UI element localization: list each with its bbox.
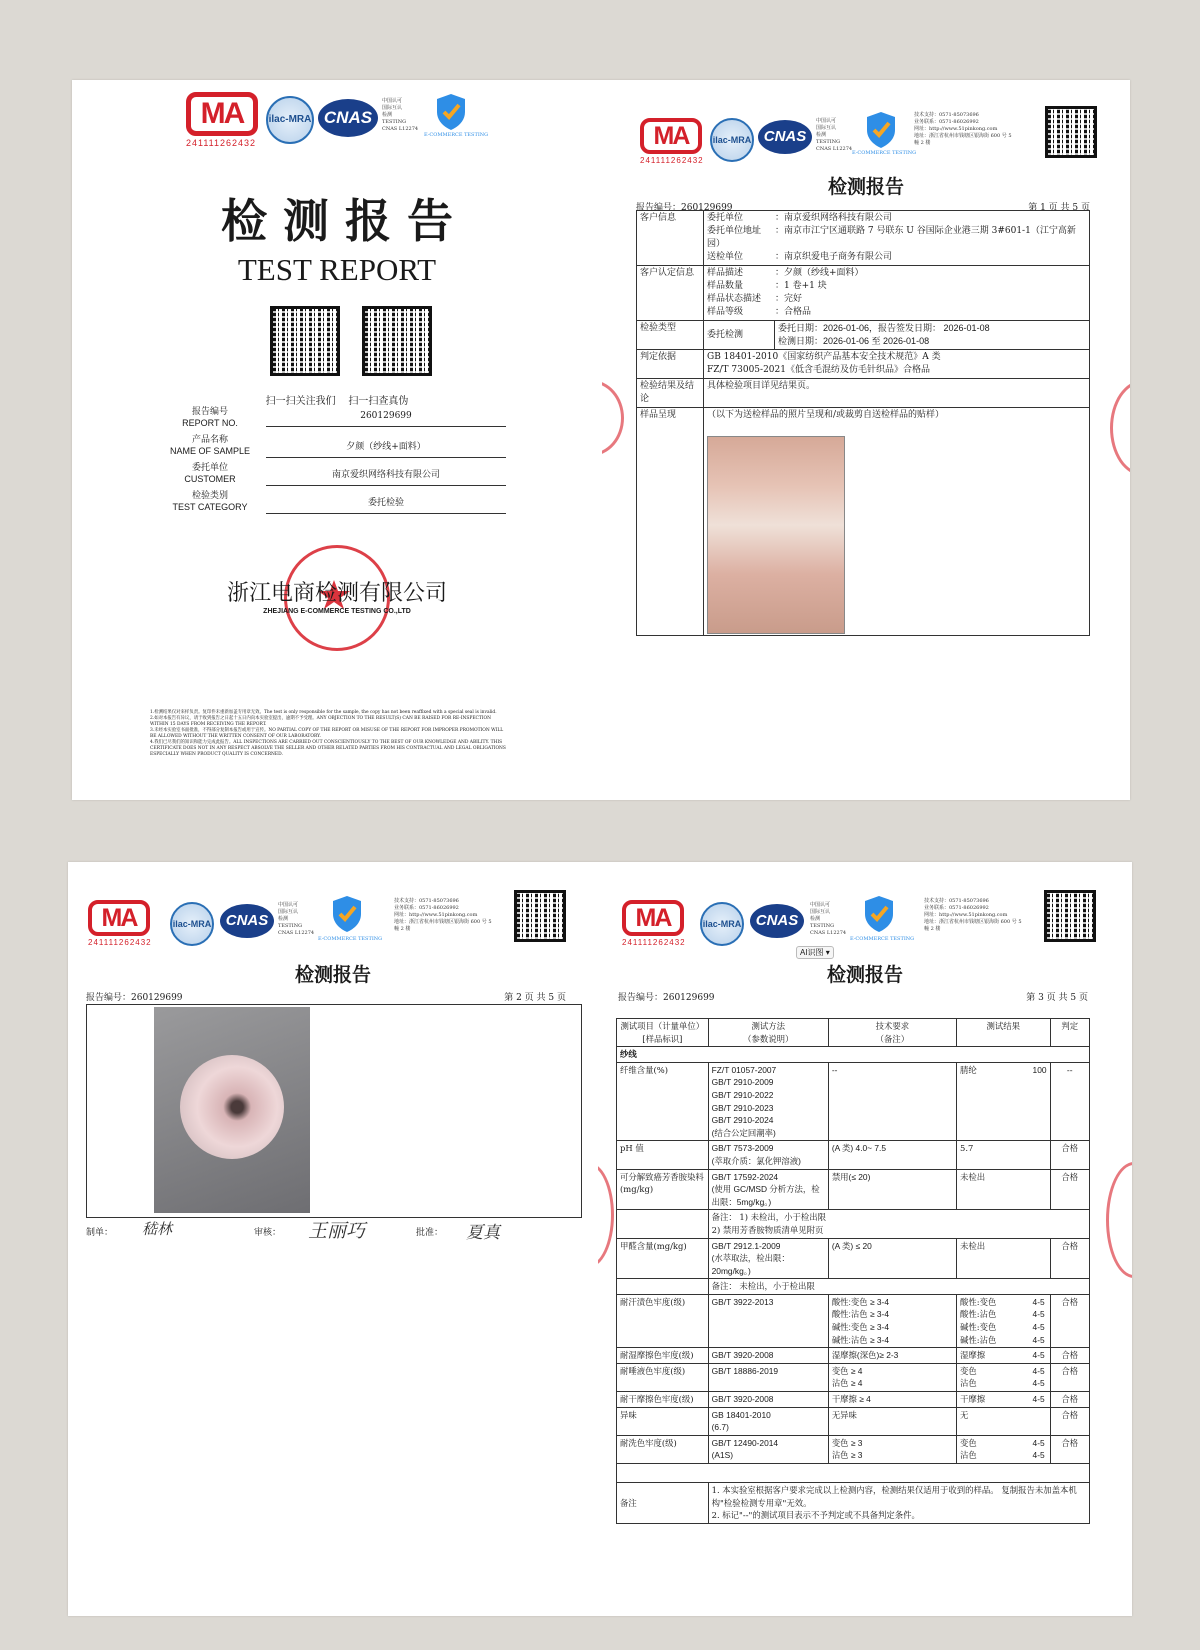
info-key: 送检单位	[707, 252, 744, 262]
result-value: 4-5	[1030, 1392, 1050, 1408]
section-label: 样品呈现	[637, 408, 704, 636]
cover-field-value: 夕颜（纱线+面料）	[266, 439, 506, 458]
cnas-side-line: CNAS L12274	[810, 930, 847, 936]
table-row	[617, 1279, 1090, 1295]
result-label: 未检出	[957, 1169, 1030, 1210]
result-value	[1030, 1238, 1050, 1279]
report-number: 报告编号：260129699	[636, 203, 733, 213]
ecommerce-label: E-COMMERCE TESTING	[852, 150, 917, 156]
table-row	[637, 211, 1090, 266]
result-value	[1030, 1407, 1050, 1435]
verdict: --	[1050, 1062, 1089, 1141]
test-item: 甲醛含量(mg/kg)	[617, 1238, 709, 1279]
ai-recognize-button[interactable]: AI识图 ▾	[796, 946, 834, 959]
cover-title-en: TEST REPORT	[237, 252, 437, 287]
ilac-mra-logo: ilac-MRA	[170, 902, 214, 946]
table-row	[637, 266, 1090, 321]
footnote-line: 1.检测结果仅对来样负责。复印件未重新加盖专用章无效。The test is only responsible for the sample, the copy has not been reaffixed with a special seal is invalid.	[150, 710, 497, 715]
result-label: 酸性:变色 酸性:沾色 碱性:变色 碱性:沾色	[957, 1294, 1030, 1347]
side-seal-left	[598, 1162, 614, 1268]
info-key: 委托单位地址	[707, 226, 762, 236]
table-row	[617, 1348, 1090, 1364]
table-header-cell: 测试方法 （参数说明）	[708, 1019, 828, 1047]
cover-field-label	[160, 463, 260, 485]
ecommerce-label: E-COMMERCE TESTING	[850, 936, 915, 942]
contact-info	[914, 112, 1024, 147]
requirement: 干摩擦 ≥ 4	[828, 1392, 956, 1408]
cnas-side-line: TESTING	[816, 139, 841, 145]
side-seal-right	[1106, 1162, 1132, 1278]
info-line	[707, 293, 1086, 306]
cnas-side-line: CNAS L12274	[816, 146, 853, 152]
info-line	[707, 267, 1086, 280]
basis-line: FZ/T 73005-2021《低含毛混纺及仿毛针织品》合格品	[707, 365, 930, 375]
footnote-line: 3.未经本实验室书面批准，不得部分复制本报告或用于宣传。NO PARTIAL COPY OF THE REPORT OR MISUSE OF THE REPORT FOR IMPROPER PROMOTION WILL BE ALLOWED WITHOUT THE WRITTEN CONSENT OF OUR LABORATORY.	[150, 728, 504, 739]
contact-line: 地址：浙江省杭州市钱塘区银海街 600 号 5	[924, 919, 1022, 925]
cnas-side-line: 检测	[810, 916, 821, 922]
result-value: 4-5 4-5 4-5 4-5	[1030, 1294, 1050, 1347]
verdict: 合格	[1050, 1348, 1089, 1364]
test-item: 耐汗渍色牢度(级)	[617, 1294, 709, 1347]
result-label: 变色 沾色	[957, 1363, 1030, 1391]
info-key: 样品数量	[707, 281, 744, 291]
contact-line: 网址：http://www.51pinkong.com	[394, 912, 478, 918]
info-value: ：南京市江宁区通联路 7 号联东 U 谷国际企业港三期 3#601-1（江宁高新园）	[707, 226, 1076, 249]
test-method: GB/T 3920-2008	[708, 1392, 828, 1408]
cover-field-value: 260129699	[266, 411, 506, 427]
test-item: 耐湿摩擦色牢度(级)	[617, 1348, 709, 1364]
footnote-line: 2.如对本报告有异议，请于收到报告之日起十五日内向本实验室提出，逾期不予受理。ANY OBJECTION TO THE RESULT(S) CAN BE RAISED FOR RE-INSPECTION WITHIN 15 DAYS FROM RECEIVING THE REPORT.	[150, 716, 491, 727]
cover-field-label-cn: 委托单位	[191, 463, 228, 473]
customer-info-table	[636, 210, 1090, 636]
verdict: 合格	[1050, 1294, 1089, 1347]
cover-field-label-cn: 检验类别	[191, 491, 228, 501]
table-header-row	[617, 1019, 1090, 1047]
ecommerce-shield-icon	[864, 110, 898, 150]
conclusion: 具体检验项目详见结果页。	[704, 379, 1090, 408]
company-name-en: ZHEJIANG E-COMMERCE TESTING CO.,LTD	[263, 608, 411, 615]
table-row	[617, 1392, 1090, 1408]
approver-signature: 夏真	[466, 1223, 500, 1243]
remark-text: 1. 本实验室根据客户要求完成以上检测内容，检测结果仅适用于收到的样品。 复制报告未加盖本机构"检验检测专用章"无效。 2. 标记"--"的测试项目表示不予判定或不具备判定条件。	[708, 1483, 1089, 1524]
row-note: 备注： 未检出，小于检出限	[708, 1279, 1089, 1295]
checker-signature: 王丽巧	[308, 1220, 366, 1242]
remarks-row	[617, 1483, 1090, 1524]
cnas-side-line: TESTING	[382, 119, 407, 125]
result-label: 干摩擦	[957, 1392, 1030, 1408]
maker-signature: 嵇林	[142, 1220, 173, 1238]
table-row	[637, 408, 1090, 636]
test-method: GB/T 3920-2008	[708, 1348, 828, 1364]
section-items	[704, 211, 1090, 266]
cnas-side-line: 检测	[382, 112, 393, 118]
contact-line: 幢 2 楼	[924, 926, 941, 932]
info-value: ：合格品	[775, 307, 812, 317]
cnas-side-text	[810, 902, 850, 937]
remark-label: 备注	[617, 1483, 709, 1524]
ilac-mra-logo: ilac-MRA	[700, 902, 744, 946]
cover-field-label-cn: 报告编号	[191, 407, 228, 417]
contact-info	[394, 898, 504, 933]
table-header-cell: 测试结果	[957, 1019, 1051, 1047]
info-line	[707, 280, 1086, 293]
requirement: 变色 ≥ 4 沾色 ≥ 4	[828, 1363, 956, 1391]
cma-logo: MA 241111262432	[88, 900, 152, 947]
contact-line: 技术支持：0571-85073696	[914, 112, 979, 118]
cnas-side-line: 检测	[278, 916, 289, 922]
footnote-line: 4.我们已尽我们的知识和能力完成此报告。ALL INSPECTIONS ARE CARRIED OUT CONSCIENTIOUSLY TO THE BEST OF OUR KNOWLEDGE AND ABILITY. THIS CERTIFICATE DOES NOT IN ANY RESPECT ABSOLVE THE SELLER AND OTHER RELATED PARTIES FROM HIS CONTRACTUAL AND LEGAL OBLIGATIONS ESPECIALLY WHEN PRODUCT QUALITY IS CONCERNED.	[150, 740, 506, 757]
result-value: 4-5	[1030, 1348, 1050, 1364]
basis-line: GB 18401-2010《国家纺织产品基本安全技术规范》A 类	[707, 352, 941, 362]
ilac-mra-logo: ilac-MRA	[710, 118, 754, 162]
inspection-type: 委托检测	[704, 321, 775, 350]
cover-field-label	[160, 435, 260, 457]
verify-qr-code	[362, 306, 432, 376]
note-spacer	[617, 1279, 709, 1295]
test-item: pH 值	[617, 1141, 709, 1169]
note-spacer	[617, 1210, 709, 1238]
report-number: 报告编号：260129699	[86, 993, 183, 1003]
page-number: 第 1 页 共 5 页	[1028, 203, 1090, 213]
company-name-cn: 浙江电商检测有限公司	[226, 581, 447, 606]
info-line	[707, 251, 1086, 264]
test-method: GB/T 7573-2009 (萃取介质：氯化钾溶液)	[708, 1141, 828, 1169]
table-header-cell: 测试项目（计量单位） [样品标识]	[617, 1019, 709, 1047]
cnas-side-text	[816, 118, 856, 153]
contact-line: 幢 2 楼	[914, 140, 931, 146]
cnas-side-line: 检测	[816, 132, 827, 138]
contact-line: 业务联系：0571-86026992	[914, 119, 979, 125]
test-item: 纤维含量(%)	[617, 1062, 709, 1141]
cnas-logo: CNAS	[750, 904, 804, 938]
section-label: 检验类型	[637, 321, 704, 350]
cover-field-value: 委托检验	[266, 495, 506, 514]
test-method: FZ/T 01057-2007 GB/T 2910-2009 GB/T 2910-2022 GB/T 2910-2023 GB/T 2910-2024 (结合公定回潮率)	[708, 1062, 828, 1141]
test-results-table	[616, 1018, 1090, 1524]
requirement: 变色 ≥ 3 沾色 ≥ 3	[828, 1435, 956, 1463]
maker-label: 制单：	[86, 1228, 114, 1238]
table-row	[617, 1062, 1090, 1141]
table-row	[637, 350, 1090, 379]
info-key: 样品描述	[707, 268, 744, 278]
table-header-cell: 判定	[1050, 1019, 1089, 1047]
qr-caption: 扫一扫关注我们 扫一扫查真伪	[265, 396, 409, 407]
result-label: 未检出	[957, 1238, 1030, 1279]
test-method: GB/T 18886-2019	[708, 1363, 828, 1391]
dates-line: 委托日期：2026-01-06，报告签发日期： 2026-01-08	[778, 323, 990, 333]
test-method: GB/T 2912.1-2009 (水萃取法，检出限：20mg/kg。)	[708, 1238, 828, 1279]
result-label: 腈纶	[957, 1062, 1030, 1141]
cover-field-label-en: NAME OF SAMPLE	[169, 446, 250, 456]
report-qr-code	[1044, 890, 1096, 942]
table-row	[617, 1210, 1090, 1238]
cover-footnotes	[150, 710, 510, 758]
cnas-side-line: 中国认可	[810, 902, 831, 908]
ecommerce-label: E-COMMERCE TESTING	[424, 132, 489, 138]
info-line	[707, 212, 1086, 225]
cover-title-cn: 检 测 报 告	[220, 194, 454, 248]
test-method: GB 18401-2010 (6.7)	[708, 1407, 828, 1435]
info-key: 样品等级	[707, 307, 744, 317]
requirement: (A 类) ≤ 20	[828, 1238, 956, 1279]
ecommerce-shield-icon	[330, 894, 364, 934]
requirement: 无异味	[828, 1407, 956, 1435]
info-value: ：1 卷+1 块	[775, 281, 827, 291]
cnas-logo: CNAS	[318, 99, 378, 137]
contact-line: 业务联系：0571-86026992	[924, 905, 989, 911]
cnas-side-text	[278, 902, 318, 937]
page-title: 检测报告	[827, 176, 904, 198]
requirement: 酸性:变色 ≥ 3-4 酸性:沾色 ≥ 3-4 碱性:变色 ≥ 3-4 碱性:沾色 ≥ 3-4	[828, 1294, 956, 1347]
result-value: 4-5 4-5	[1030, 1363, 1050, 1391]
requirement: (A 类) 4.0~ 7.5	[828, 1141, 956, 1169]
page-title: 检测报告	[826, 964, 903, 986]
cnas-side-line: CNAS L12274	[278, 930, 315, 936]
spacer-cell	[617, 1464, 1090, 1483]
ecommerce-shield-icon	[862, 894, 896, 934]
cnas-logo: CNAS	[758, 120, 812, 154]
section-label: 客户认定信息	[637, 266, 704, 321]
report-page-2	[68, 862, 598, 1616]
verdict: 合格	[1050, 1392, 1089, 1408]
table-row	[637, 321, 1090, 350]
report-qr-code	[514, 890, 566, 942]
sample-cell	[704, 408, 1090, 636]
requirement: 禁用(≤ 20)	[828, 1169, 956, 1210]
info-line	[707, 306, 1086, 319]
spacer-row	[617, 1464, 1090, 1483]
contact-line: 业务联系：0571-86026992	[394, 905, 459, 911]
test-item: 耐干摩擦色牢度(级)	[617, 1392, 709, 1408]
info-key: 样品状态描述	[707, 294, 762, 304]
table-row	[617, 1407, 1090, 1435]
test-item: 可分解致癌芳香胺染料(mg/kg)	[617, 1169, 709, 1210]
cnas-side-line: CNAS L12274	[382, 126, 419, 132]
cnas-logo: CNAS	[220, 904, 274, 938]
info-value: ：完好	[775, 294, 803, 304]
result-value	[1030, 1141, 1050, 1169]
section-label: 判定依据	[637, 350, 704, 379]
verdict: 合格	[1050, 1407, 1089, 1435]
wechat-qr-code	[270, 306, 340, 376]
inspection-dates	[775, 321, 1090, 350]
test-item: 耐唾液色牢度(级)	[617, 1363, 709, 1391]
ilac-mra-logo: ilac-MRA	[266, 96, 314, 144]
info-value: ：夕颜（纱线+面料）	[775, 268, 864, 278]
table-header-cell: 技术要求 （备注）	[828, 1019, 956, 1047]
result-label: 5.7	[957, 1141, 1030, 1169]
cnas-side-line: 国际互认	[810, 909, 831, 915]
result-value: 100	[1030, 1062, 1050, 1141]
cma-logo: MA 241111262432	[186, 92, 258, 148]
test-method: GB/T 12490-2014 (A1S)	[708, 1435, 828, 1463]
requirement: --	[828, 1062, 956, 1141]
group-label: 纱线	[617, 1047, 1090, 1063]
basis-lines	[704, 350, 1090, 379]
result-label: 湿摩擦	[957, 1348, 1030, 1364]
table-row	[617, 1363, 1090, 1391]
table-row	[617, 1169, 1090, 1210]
cover-field-label	[160, 491, 260, 513]
contact-line: 技术支持：0571-85073696	[924, 898, 989, 904]
section-label: 客户信息	[637, 211, 704, 266]
contact-info	[924, 898, 1034, 933]
cma-logo: MA 241111262432	[622, 900, 686, 947]
page-number: 第 2 页 共 5 页	[504, 993, 566, 1003]
cover-field-label-cn: 产品名称	[191, 435, 228, 445]
info-key: 委托单位	[707, 213, 744, 223]
ecommerce-shield-icon	[434, 92, 468, 132]
cover-page	[72, 80, 602, 800]
fabric-sample-photo	[707, 436, 845, 634]
checker-label: 审核：	[254, 1228, 282, 1238]
section-items	[704, 266, 1090, 321]
ecommerce-label: E-COMMERCE TESTING	[318, 936, 383, 942]
verdict: 合格	[1050, 1435, 1089, 1463]
report-qr-code	[1045, 106, 1097, 158]
contact-line: 技术支持：0571-85073696	[394, 898, 459, 904]
dates-line: 检测日期：2026-01-06 至 2026-01-08	[778, 336, 930, 346]
table-row	[637, 379, 1090, 408]
info-value: ：南京爱织网络科技有限公司	[775, 213, 893, 223]
table-row	[617, 1141, 1090, 1169]
cnas-side-line: 国际互认	[382, 105, 403, 111]
contact-line: 地址：浙江省杭州市钱塘区银海街 600 号 5	[394, 919, 492, 925]
cnas-side-text	[382, 98, 422, 133]
page-title: 检测报告	[294, 964, 371, 986]
test-method: GB/T 17592-2024 (使用 GC/MSD 分析方法，检出限：5mg/kg。)	[708, 1169, 828, 1210]
row-note: 备注： 1) 未检出，小于检出限 2) 禁用芳香胺物质清单见附页	[708, 1210, 1089, 1238]
result-label: 变色 沾色	[957, 1435, 1030, 1463]
table-group-row	[617, 1047, 1090, 1063]
contact-line: 网址：http://www.51pinkong.com	[914, 126, 998, 132]
verdict: 合格	[1050, 1169, 1089, 1210]
page-number: 第 3 页 共 5 页	[1026, 993, 1088, 1003]
cover-field-label-en: TEST CATEGORY	[172, 502, 248, 512]
result-label: 无	[957, 1407, 1030, 1435]
table-row	[617, 1294, 1090, 1347]
sample-note: （以下为送检样品的照片呈现和/或裁剪自送检样品的贴样）	[707, 410, 945, 420]
result-value	[1030, 1169, 1050, 1210]
verdict: 合格	[1050, 1238, 1089, 1279]
test-item: 耐洗色牢度(级)	[617, 1435, 709, 1463]
contact-line: 网址：http://www.51pinkong.com	[924, 912, 1008, 918]
verdict: 合格	[1050, 1141, 1089, 1169]
cover-field-value: 南京爱织网络科技有限公司	[266, 467, 506, 486]
report-page-3	[598, 862, 1132, 1616]
cover-field-label	[160, 407, 260, 429]
cnas-side-line: 中国认可	[278, 902, 299, 908]
cnas-side-line: 中国认可	[382, 98, 403, 104]
cnas-side-line: 中国认可	[816, 118, 837, 124]
cnas-side-line: TESTING	[278, 923, 303, 929]
cnas-side-line: TESTING	[810, 923, 835, 929]
info-value: ：南京织爱电子商务有限公司	[775, 252, 893, 262]
test-item: 异味	[617, 1407, 709, 1435]
cover-field-label-en: CUSTOMER	[184, 474, 236, 484]
report-page-1	[602, 80, 1130, 800]
cma-logo: MA 241111262432	[640, 118, 704, 165]
contact-line: 地址：浙江省杭州市钱塘区银海街 600 号 5	[914, 133, 1012, 139]
result-value: 4-5 4-5	[1030, 1435, 1050, 1463]
cnas-side-line: 国际互认	[278, 909, 299, 915]
report-number: 报告编号：260129699	[618, 993, 715, 1003]
table-row	[617, 1435, 1090, 1463]
yarn-sample-photo	[154, 1007, 310, 1213]
cover-field-label-en: REPORT NO.	[182, 418, 238, 428]
verdict: 合格	[1050, 1363, 1089, 1391]
section-label: 检验结果及结论	[637, 379, 704, 408]
contact-line: 幢 2 楼	[394, 926, 411, 932]
cnas-side-line: 国际互认	[816, 125, 837, 131]
approver-label: 批准：	[416, 1228, 444, 1238]
table-row	[617, 1238, 1090, 1279]
info-line	[707, 225, 1086, 251]
test-method: GB/T 3922-2013	[708, 1294, 828, 1347]
side-seal-right	[1110, 380, 1130, 476]
requirement: 湿摩擦(深色)≥ 2-3	[828, 1348, 956, 1364]
side-seal-left	[602, 380, 624, 456]
